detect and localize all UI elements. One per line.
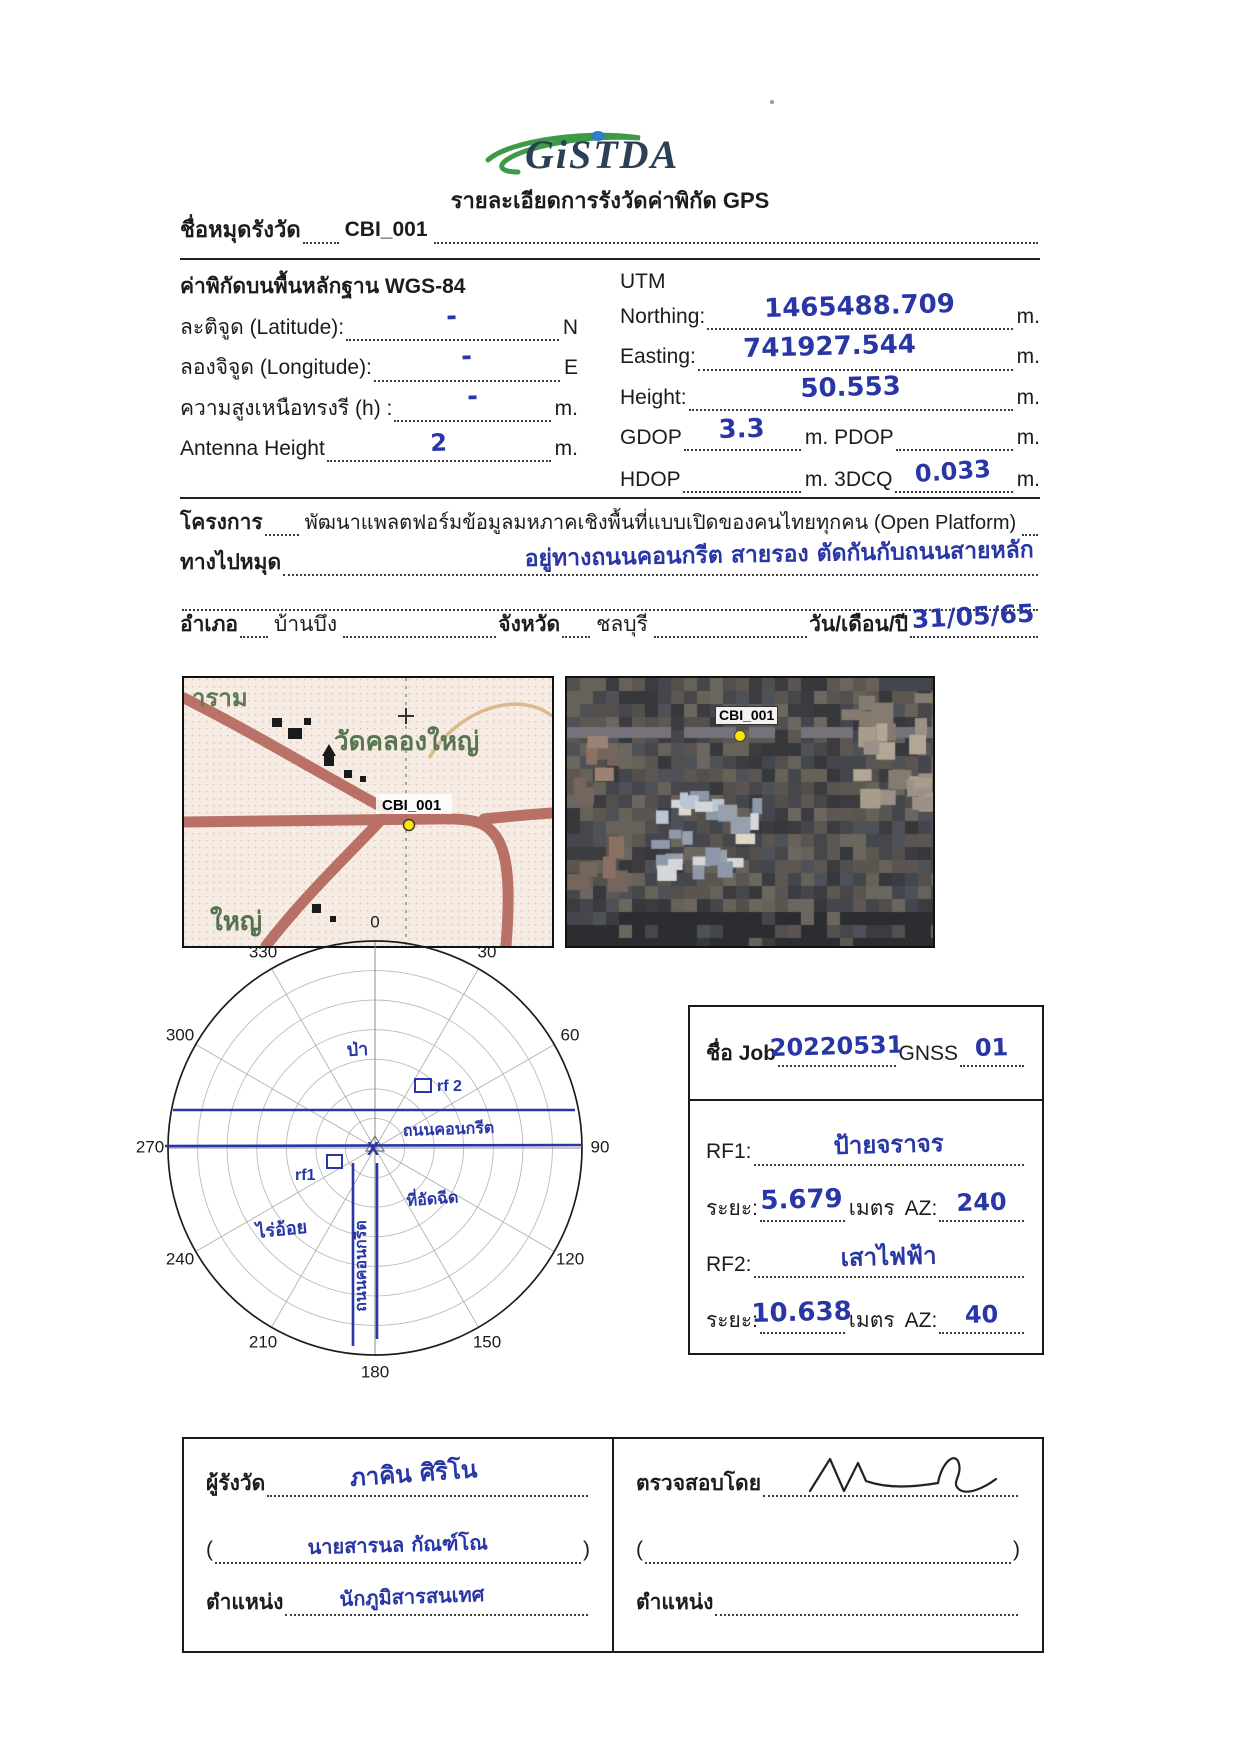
rf2-field [754, 1241, 1024, 1278]
deg-90: 90 [590, 1137, 610, 1157]
job-value-handwritten: 20220531 [769, 1030, 904, 1063]
longitude-field [374, 341, 560, 381]
gdop-unit: m. [804, 425, 829, 449]
surveyor-name-row: ( นายสารนล กัณฑ์โณ ) [206, 1537, 590, 1563]
job-field [769, 1030, 904, 1067]
latitude-field [346, 301, 559, 341]
dotted-leader [434, 220, 1038, 243]
satellite-map-image [565, 676, 935, 948]
station-label: ชื่อหมุดรังวัด [180, 217, 301, 242]
utm-height-label: Height: [620, 385, 687, 409]
latitude-row [180, 301, 578, 341]
deg-150: 150 [472, 1332, 502, 1352]
longitude-label: ลองจิจูด (Longitude): [180, 356, 372, 380]
dotted-leader [303, 220, 339, 243]
checker-cell [614, 1439, 1042, 1651]
dotted-leader [562, 615, 590, 638]
rf1-row [706, 1128, 1026, 1165]
pdop-field [896, 428, 1013, 451]
distance2-value-handwritten: 10.638 [751, 1296, 853, 1329]
handwritten-sketch [165, 1038, 585, 1346]
surveyor-name-field [215, 1529, 581, 1563]
hdop-3dcq-row [620, 455, 1041, 493]
distance2-unit: เมตร [848, 1309, 895, 1332]
easting-field [698, 329, 1013, 370]
deg-180: 180 [360, 1362, 390, 1382]
easting-row [620, 329, 1040, 370]
longitude-value: - [460, 341, 473, 373]
ann-rf2: rf 2 [437, 1078, 462, 1095]
dotted-leader [343, 615, 496, 638]
rf1-label: RF1: [706, 1140, 752, 1164]
rf2-label: RF2: [706, 1252, 752, 1276]
hdop-field [683, 470, 801, 493]
district-value: บ้านบึง [274, 613, 338, 636]
surveyor-name-handwritten: นายสารนล กัณฑ์โณ [307, 1529, 489, 1559]
surveyor-signature-handwritten: ภาคิน ศิริโน [348, 1455, 478, 1493]
section-divider [180, 258, 1040, 260]
gdop-value: 3.3 [718, 413, 766, 445]
surveyor-position-field [285, 1581, 588, 1615]
ellipsoid-height-label: ความสูงเหนือทรงรี (h) : [180, 396, 393, 420]
northing-row [620, 288, 1040, 330]
pdop-unit: m. [1016, 425, 1041, 449]
ann-rf1: rf1 [295, 1167, 316, 1184]
dotted-leader [265, 513, 299, 536]
dcq-value: 0.033 [913, 455, 992, 489]
ellipsoid-height-unit: m. [554, 396, 578, 420]
surveyor-position-handwritten: นักภูมิสารสนเทศ [339, 1581, 485, 1611]
az2-value-handwritten: 40 [964, 1300, 999, 1330]
northing-label: Northing: [620, 305, 706, 328]
ann-center-x: X [367, 1139, 380, 1159]
hdop-unit: m. [804, 468, 829, 491]
box-divider [690, 1099, 1042, 1101]
station-name-row [180, 216, 1040, 244]
distance2-field [751, 1296, 853, 1334]
rf2-square-symbol [415, 1079, 431, 1092]
route-value-handwritten: อยู่ทางถนนคอนกรีต สายรอง ตัดกันกับถนนสายหลัก [524, 536, 1034, 572]
az1-value-handwritten: 240 [955, 1187, 1007, 1217]
easting-value: 741927.544 [742, 329, 917, 365]
district-province-date-row [180, 598, 1040, 638]
utm-height-row [620, 371, 1040, 411]
az2-field [939, 1300, 1024, 1334]
deg-210: 210 [248, 1332, 278, 1352]
rf1-square-symbol [327, 1155, 342, 1168]
job-reference-box [688, 1005, 1044, 1355]
antenna-height-row [180, 428, 578, 462]
deg-0: 0 [370, 912, 380, 932]
satellite-point-marker [734, 730, 746, 742]
northing-unit: m. [1016, 305, 1040, 328]
checker-position-field [715, 1592, 1018, 1615]
province-label: จังหวัด [498, 613, 561, 636]
ann-forest: ป่า [346, 1038, 369, 1060]
ellipsoid-height-value: - [466, 381, 478, 413]
dcq-field [895, 455, 1013, 493]
hdop-label: HDOP [620, 468, 681, 491]
dotted-leader [1022, 513, 1038, 536]
northing-value: 1465488.709 [763, 288, 956, 324]
ellipsoid-height-row [180, 381, 578, 422]
deg-270: 270 [135, 1137, 165, 1157]
surveyor-position-label: ตำแหน่ง [206, 1590, 284, 1614]
deg-120: 120 [555, 1249, 585, 1269]
antenna-height-field [327, 428, 551, 462]
ann-carwash: ที่อัดฉีด [406, 1189, 459, 1210]
job-label: ชื่อ Job [706, 1042, 777, 1065]
antenna-height-value: 2 [429, 428, 448, 458]
checker-name-row: ( ) [636, 1537, 1020, 1563]
map-text-fragment-bottom: ใหญ่ [210, 906, 262, 936]
district-label: อำเภอ [180, 613, 239, 636]
topo-point-label: CBI_001 [382, 797, 442, 814]
distance1-unit: เมตร [848, 1196, 895, 1220]
dotted-leader [240, 615, 268, 638]
easting-label: Easting: [620, 345, 696, 369]
checker-position-row [636, 1590, 1020, 1616]
route-field [283, 536, 1038, 576]
dcq-unit: m. [1016, 468, 1041, 491]
longitude-unit: E [563, 356, 578, 380]
deg-300: 300 [165, 1025, 195, 1045]
rf2-row [706, 1241, 1026, 1278]
signature-section [182, 1437, 1044, 1653]
logo-text: GiSTDA [525, 132, 680, 177]
rf1-value-handwritten: ป้ายจราจร [832, 1128, 944, 1160]
longitude-row [180, 341, 578, 381]
latitude-label: ละติจูด (Latitude): [180, 316, 345, 339]
rf2-value-handwritten: เสาไฟฟ้า [840, 1241, 937, 1273]
gdop-pdop-row [620, 413, 1041, 451]
map-text-fragment-top: าราม [192, 685, 248, 712]
distance1-field [760, 1184, 845, 1221]
dcq-label: 3DCQ [834, 468, 893, 491]
antenna-height-label: Antenna Height [180, 436, 325, 460]
utm-title: UTM [620, 270, 666, 293]
gdop-label: GDOP [620, 425, 682, 449]
section-divider [180, 497, 1040, 499]
project-value: พัฒนาแพลตฟอร์มข้อมูลมหภาคเชิงพื้นที่แบบเปิดของคนไทยทุกคน (Open Platform) [304, 512, 1017, 535]
utm-height-value: 50.553 [799, 371, 901, 405]
gnss-label: GNSS [898, 1042, 958, 1065]
ann-road-vertical: ถนนคอนกรีต [353, 1220, 370, 1312]
rf2-distance-row [706, 1296, 1026, 1334]
page-title: รายละเอียดการรังวัดค่าพิกัด GPS [450, 188, 770, 213]
rf1-field [754, 1128, 1024, 1165]
date-field [910, 598, 1038, 638]
checker-signature-scrawl [804, 1447, 1014, 1505]
gistda-logo [470, 122, 770, 184]
route-row [180, 536, 1040, 576]
ann-road-horizontal: ถนนคอนกรีต [402, 1119, 495, 1140]
station-value: CBI_001 [344, 218, 428, 242]
province-value: ชลบุรี [596, 613, 648, 636]
project-label: โครงการ [180, 511, 263, 534]
date-label: วัน/เดือน/ปี [809, 613, 908, 636]
az1-field [939, 1187, 1024, 1221]
ellipsoid-height-field [394, 381, 550, 421]
scan-speck [770, 100, 774, 104]
wgs84-title: ค่าพิกัดบนพื้นหลักฐาน WGS-84 [180, 275, 466, 298]
easting-unit: m. [1016, 345, 1040, 369]
northing-field [707, 288, 1012, 330]
utm-section [620, 270, 1040, 493]
checker-label: ตรวจสอบโดย [636, 1472, 761, 1495]
wgs84-section [180, 270, 578, 462]
gnss-value-handwritten: 01 [974, 1033, 1009, 1063]
distance1-label: ระยะ: [706, 1196, 758, 1220]
utm-height-field [689, 371, 1013, 410]
distance2-label: ระยะ: [706, 1309, 758, 1332]
gdop-field [684, 413, 801, 451]
map-text-temple: วัดคลองใหญ่ [334, 726, 480, 756]
surveyor-position-row [206, 1581, 590, 1616]
deg-240: 240 [165, 1249, 195, 1269]
latitude-value: - [446, 301, 458, 332]
job-row [706, 1030, 1026, 1067]
site-sketch-polar-diagram [135, 848, 615, 1393]
surveyor-row [206, 1455, 590, 1497]
deg-30: 30 [477, 942, 497, 962]
deg-330: 330 [248, 942, 278, 962]
latitude-unit: N [562, 316, 578, 339]
gnss-field [960, 1033, 1024, 1067]
project-row [180, 510, 1040, 536]
surveyor-label: ผู้รังวัด [206, 1472, 266, 1495]
surveyor-cell [184, 1439, 614, 1651]
surveyor-signature-field [267, 1455, 588, 1497]
checker-name-field [645, 1540, 1011, 1563]
satellite-point-label: CBI_001 [715, 706, 778, 725]
checker-signature-field [763, 1474, 1018, 1497]
topo-point-marker [404, 820, 415, 831]
utm-height-unit: m. [1016, 385, 1040, 409]
distance1-value-handwritten: 5.679 [760, 1184, 844, 1217]
route-label: ทางไปหมุด [180, 551, 282, 574]
az2-label: AZ: [904, 1309, 938, 1332]
az1-label: AZ: [904, 1196, 938, 1220]
antenna-height-unit: m. [554, 436, 578, 460]
pdop-label: PDOP [834, 425, 894, 449]
ann-sugarcane: ไร่อ้อย [255, 1216, 309, 1242]
dotted-leader [182, 588, 1038, 611]
dotted-leader [654, 615, 807, 638]
checker-position-label: ตำแหน่ง [636, 1590, 714, 1614]
date-value-handwritten: 31/05/65 [911, 598, 1036, 635]
rf1-distance-row [706, 1184, 1026, 1222]
deg-60: 60 [560, 1025, 580, 1045]
checker-row [636, 1471, 1020, 1497]
